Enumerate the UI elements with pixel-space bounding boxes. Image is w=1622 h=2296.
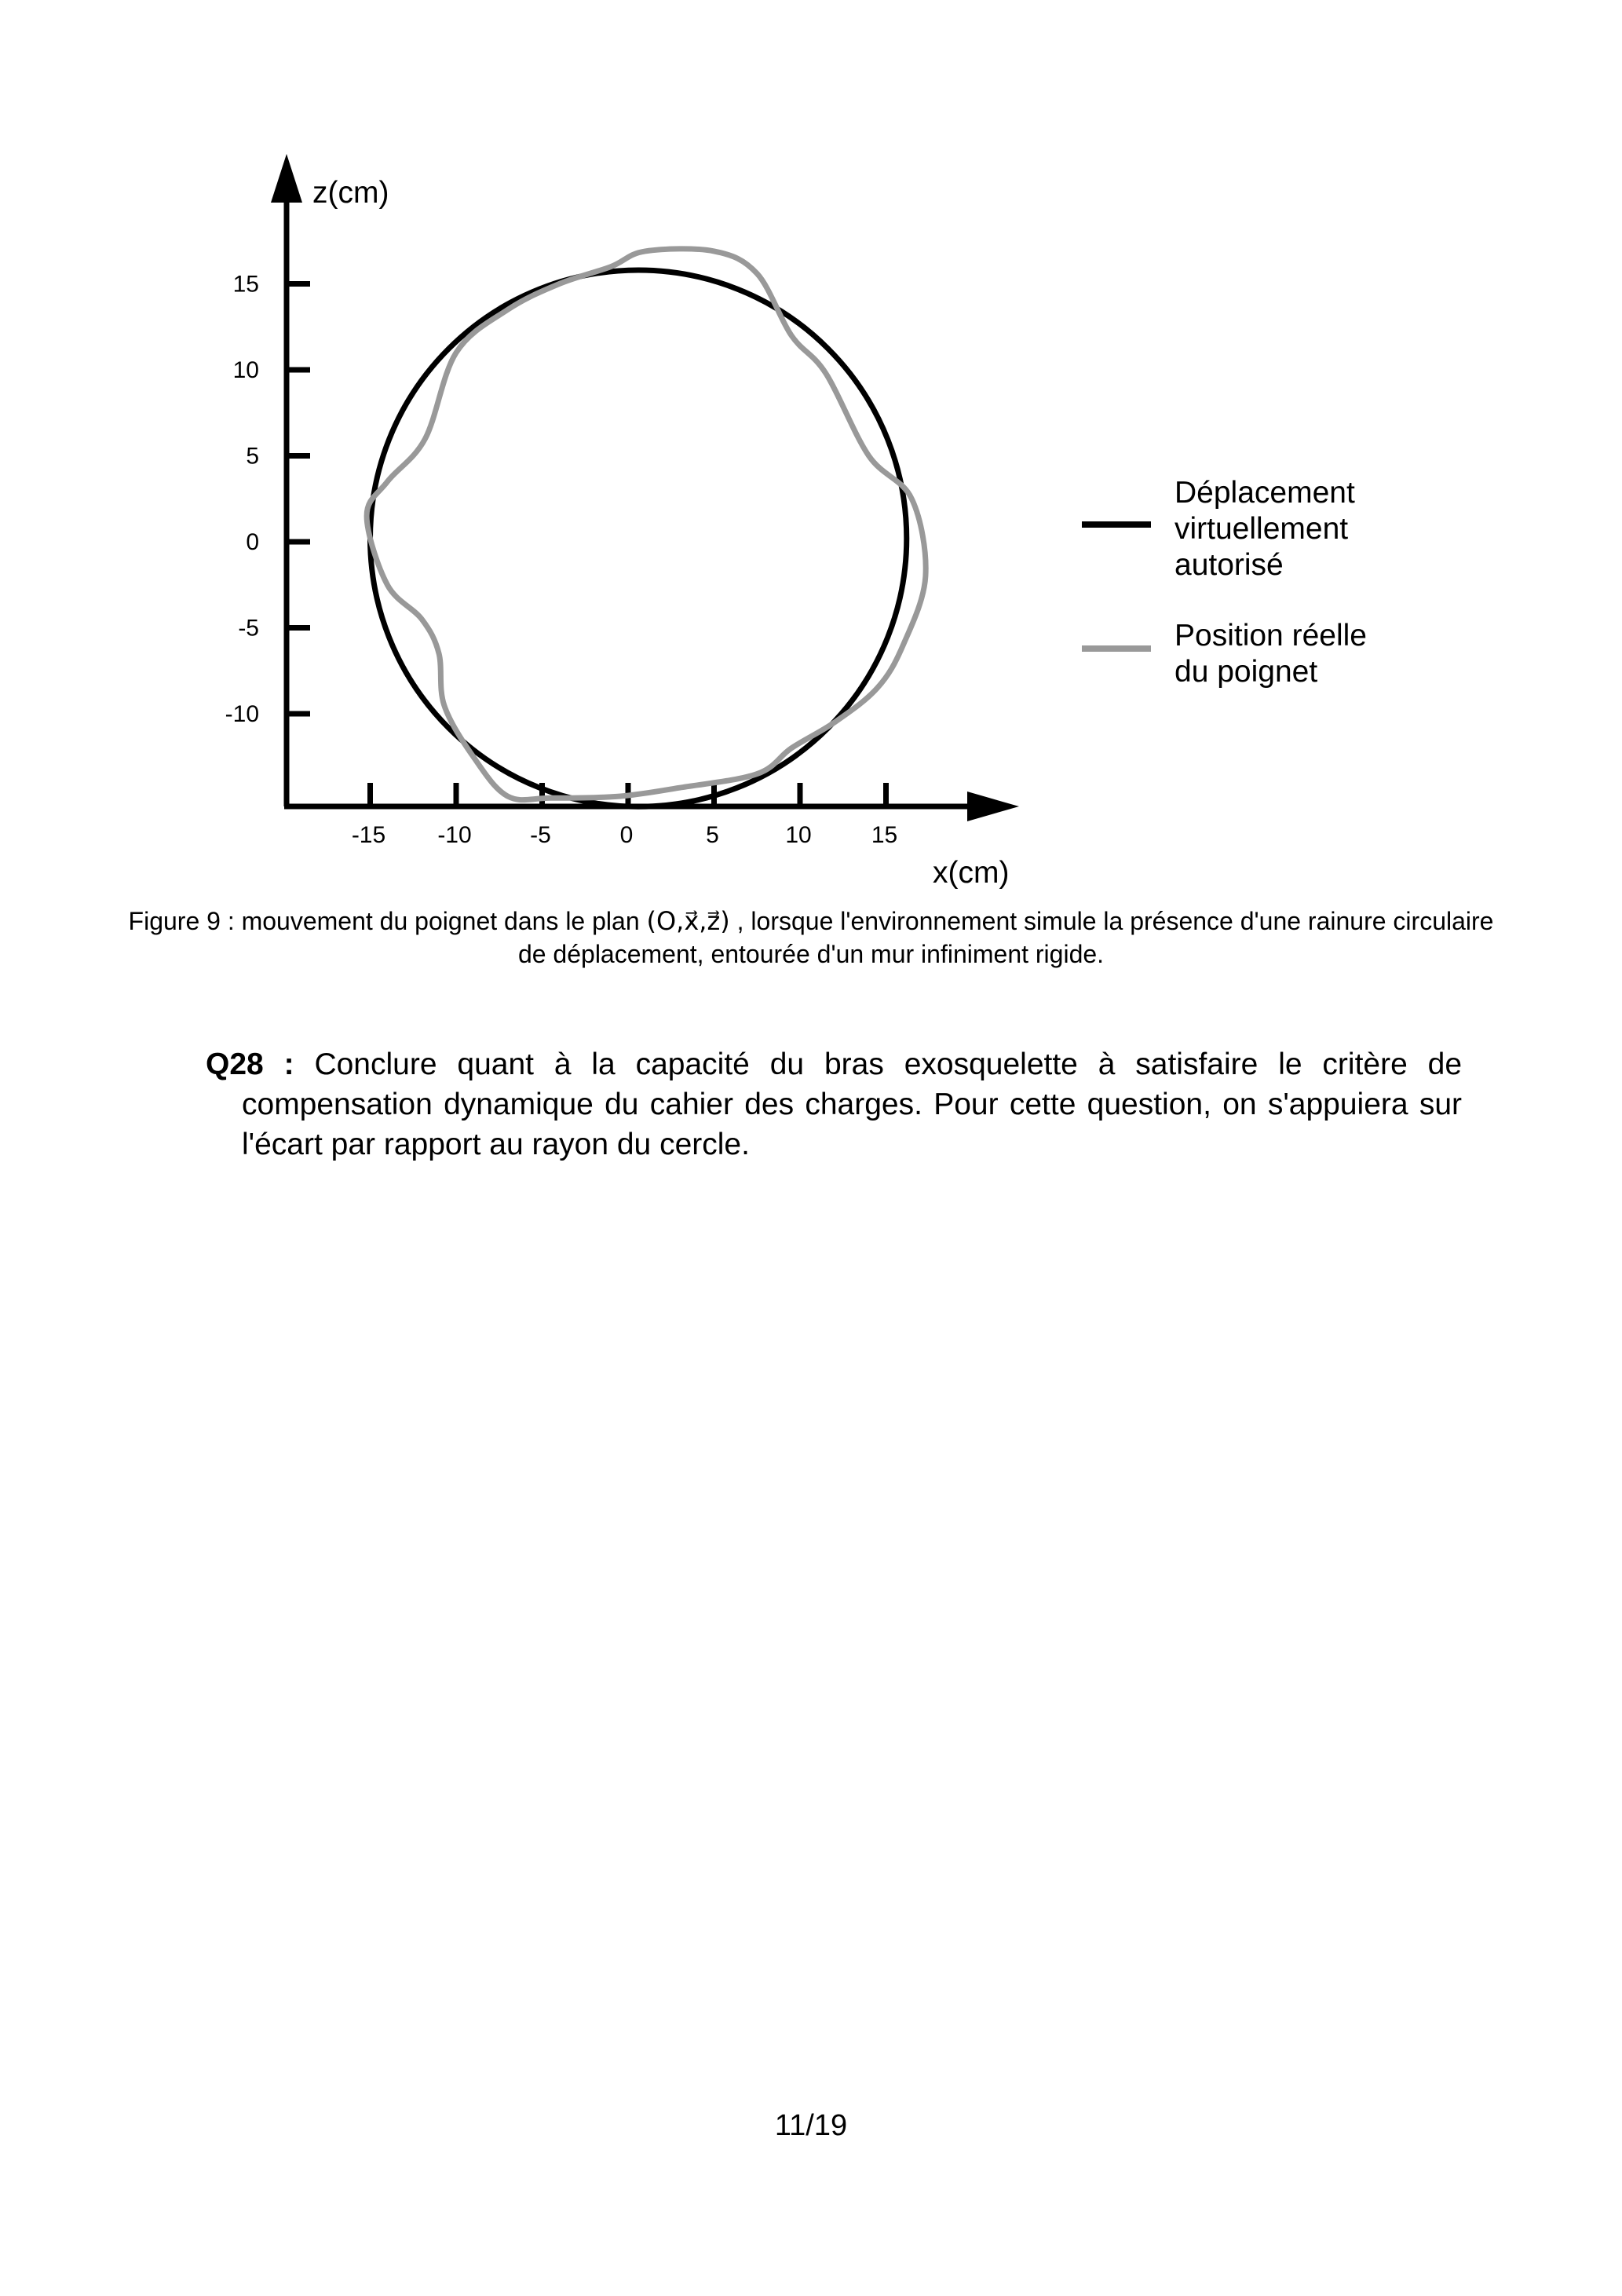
legend <box>1082 476 1367 689</box>
x-axis-arrowhead <box>967 792 1019 821</box>
question-q28 <box>206 1044 1462 1164</box>
x-axis-label: x(cm) <box>933 856 1010 890</box>
legend-label-2-line-1: Position réelle <box>1174 619 1367 653</box>
y-tick-label-15: 15 <box>232 271 259 298</box>
y-axis-label: z(cm) <box>312 176 389 210</box>
page-number: 11/19 <box>774 2109 848 2142</box>
figure-9-chart <box>0 0 1622 903</box>
figure-caption <box>118 905 1504 971</box>
caption-plane: (O,x⃗,z⃗) <box>646 906 730 936</box>
y-tick-label--10: -10 <box>225 701 259 727</box>
y-tick-label-5: 5 <box>246 443 259 470</box>
question-label: Q28 : <box>206 1047 294 1081</box>
legend-label-2-line-2: du poignet <box>1174 655 1318 689</box>
question-text: Conclure quant à la capacité du bras exosquelette à satisfaire le critère de compensation dynamique du cahier des charges. Pour cette question, on s'appuiera sur l'écart par rapport au rayon du cercle. <box>242 1047 1463 1161</box>
y-tick-label--5: -5 <box>238 615 259 642</box>
series-group <box>367 249 926 806</box>
legend-label-1-line-1: Déplacement <box>1174 476 1355 510</box>
y-tick-label-0: 0 <box>246 529 259 555</box>
caption-suffix: , lorsque l'environnement simule la présence d'une rainure circulaire de déplacement, entourée d'un mur infiniment rigide. <box>517 907 1494 968</box>
y-tick-label-10: 10 <box>232 357 259 383</box>
x-tick-label--15: -15 <box>351 822 386 848</box>
x-tick-label-15: 15 <box>871 822 898 848</box>
series-curve-poignet <box>367 249 926 800</box>
x-tick-label-5: 5 <box>706 822 719 848</box>
legend-label-1-line-3: autorisé <box>1174 548 1284 582</box>
axis-tick-labels <box>225 272 898 849</box>
x-tick-label--5: -5 <box>530 822 551 848</box>
caption-prefix: Figure 9 : mouvement du poignet dans le plan <box>128 907 647 935</box>
z-axis-arrowhead <box>271 154 302 203</box>
x-tick-label--10: -10 <box>437 822 472 848</box>
axis-ticks <box>287 284 886 807</box>
x-tick-label-0: 0 <box>619 822 634 848</box>
legend-label-1-line-2: virtuellement <box>1174 512 1349 546</box>
x-tick-label-10: 10 <box>785 822 812 848</box>
